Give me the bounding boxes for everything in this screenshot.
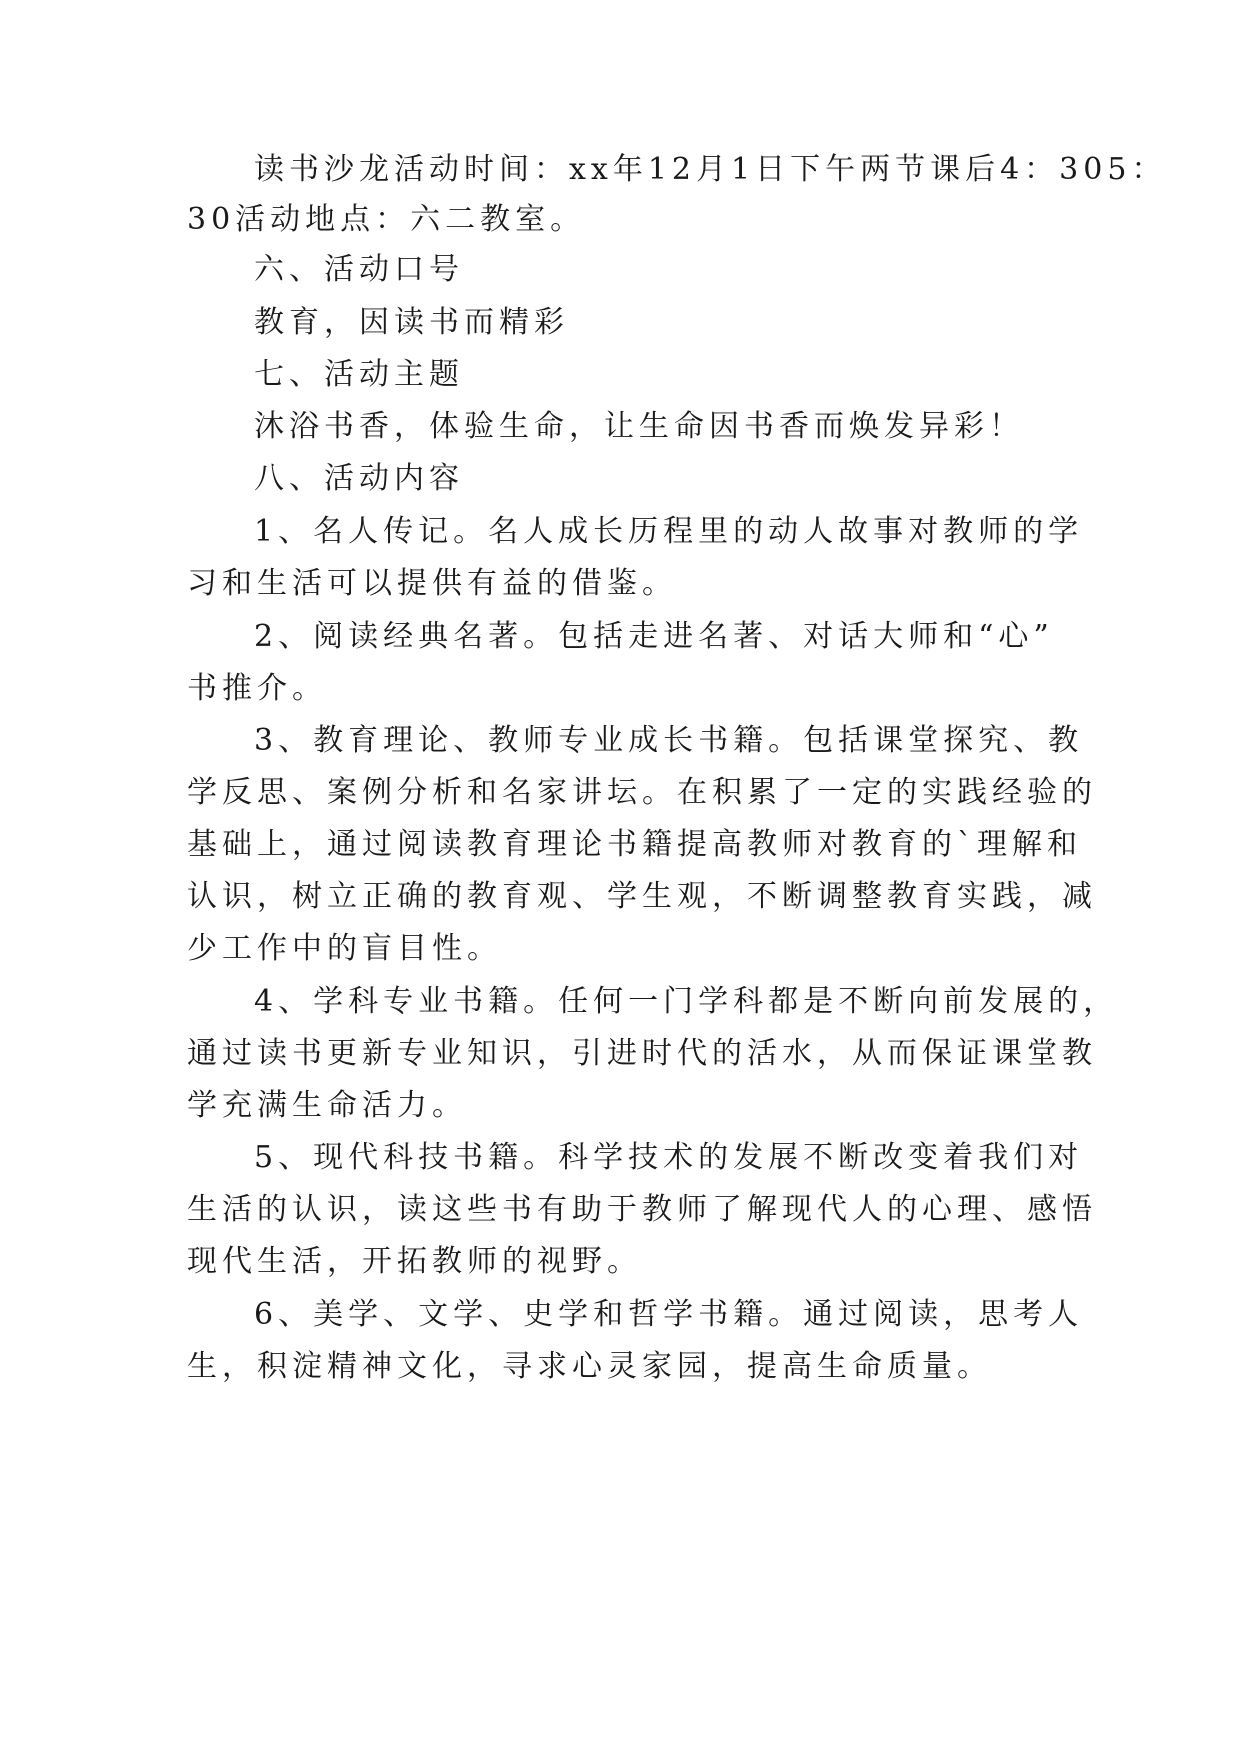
text-line: 生活的认识，读这些书有助于教师了解现代人的心理、感悟	[187, 1192, 1097, 1227]
text-line: 学反思、案例分析和名家讲坛。在积累了一定的实践经验的	[187, 775, 1097, 810]
text-line: 教育，因读书而精彩	[254, 305, 569, 340]
text-line: 习和生活可以提供有益的借鉴。	[187, 566, 677, 601]
text-line: 基础上，通过阅读教育理论书籍提高教师对教育的`理解和	[187, 827, 1082, 862]
section-heading: 六、活动口号	[254, 252, 464, 287]
section-heading: 七、活动主题	[254, 357, 464, 392]
text-line: 3、教育理论、教师专业成长书籍。包括课堂探究、教	[254, 723, 1084, 758]
text-line: 现代生活，开拓教师的视野。	[187, 1244, 642, 1279]
text-line: 30活动地点：六二教室。	[187, 202, 586, 237]
text-line: 2、阅读经典名著。包括走进名著、对话大师和“心”	[254, 619, 1054, 654]
text-line: 认识，树立正确的教育观、学生观，不断调整教育实践，减	[187, 879, 1097, 914]
text-line: 少工作中的盲目性。	[187, 931, 502, 966]
text-line: 书推介。	[187, 671, 327, 706]
text-line: 学充满生命活力。	[187, 1088, 467, 1123]
text-line: 5、现代科技书籍。科学技术的发展不断改变着我们对	[254, 1140, 1084, 1175]
text-line: 通过读书更新专业知识，引进时代的活水，从而保证课堂教	[187, 1036, 1097, 1071]
text-line: 生，积淀精神文化，寻求心灵家园，提高生命质量。	[187, 1349, 992, 1384]
text-line: 6、美学、文学、史学和哲学书籍。通过阅读，思考人	[254, 1297, 1084, 1332]
text-line: 4、学科专业书籍。任何一门学科都是不断向前发展的，	[254, 984, 1119, 1019]
text-line: 沐浴书香，体验生命，让生命因书香而焕发异彩！	[254, 409, 1024, 444]
text-line: 读书沙龙活动时间：xx年12月1日下午两节课后4：305：	[254, 152, 1167, 187]
section-heading: 八、活动内容	[254, 461, 464, 496]
text-line: 1、名人传记。名人成长历程里的动人故事对教师的学	[254, 514, 1084, 549]
